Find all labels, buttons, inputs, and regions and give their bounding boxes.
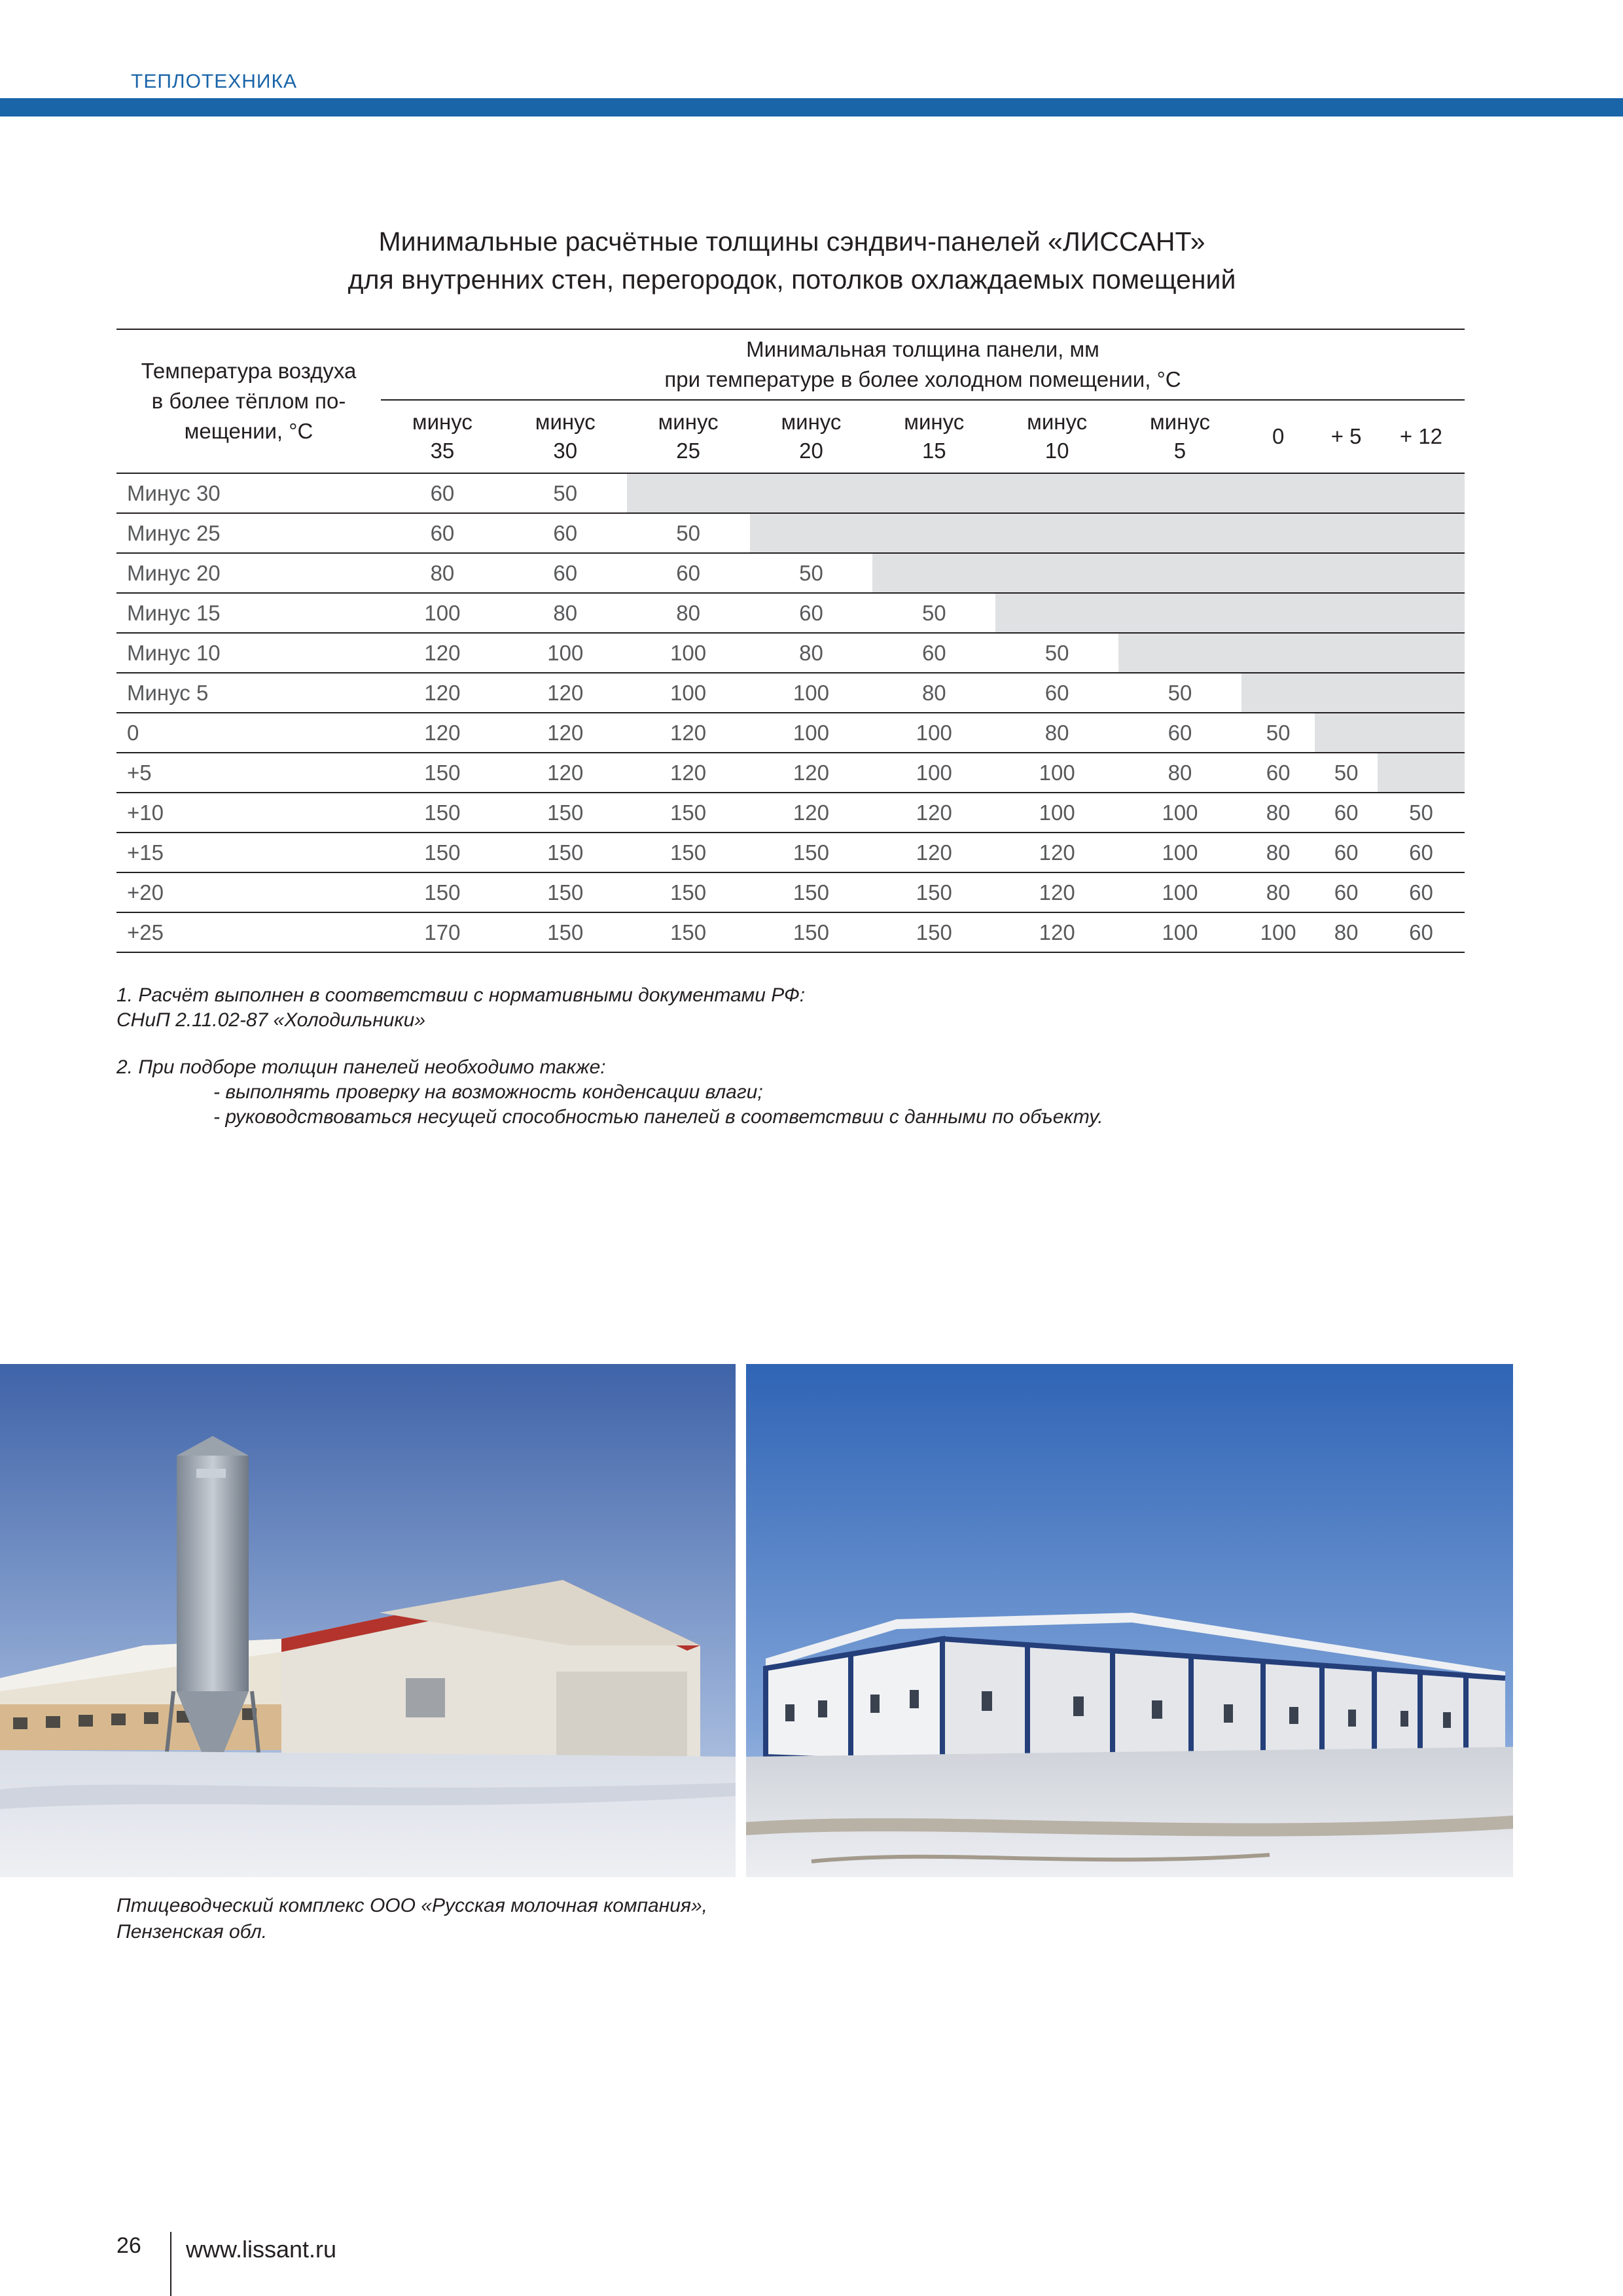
table-cell: 120: [627, 753, 750, 793]
table-cell: 120: [627, 713, 750, 753]
column-header-text: минус: [412, 410, 473, 434]
table-cell: 60: [504, 553, 627, 593]
table-row: [116, 833, 1465, 872]
row-label: +5: [116, 753, 381, 793]
table-cell: 80: [995, 713, 1118, 753]
table-cell: 60: [1315, 833, 1378, 872]
table-cell-empty: [627, 473, 750, 513]
row-header-line: в более тёплом по-: [151, 389, 346, 413]
table-cell: 100: [1241, 912, 1315, 952]
table-cell: 60: [381, 473, 504, 513]
table-cell: 80: [1315, 912, 1378, 952]
table-row: [116, 513, 1465, 553]
column-header-text: 15: [921, 439, 946, 463]
footer-url-link[interactable]: www.lissant.ru: [186, 2236, 337, 2263]
table-cell: 150: [750, 833, 873, 872]
table-cell: 50: [504, 473, 627, 513]
table-cell-empty: [995, 553, 1118, 593]
table-cell: 50: [750, 553, 873, 593]
table-cell: 150: [627, 912, 750, 952]
column-header: [1378, 400, 1465, 473]
table-cell-empty: [1315, 633, 1378, 673]
table-cell: 120: [381, 633, 504, 673]
table-cell: 120: [504, 753, 627, 793]
table-cell: 80: [750, 633, 873, 673]
row-label: +20: [116, 872, 381, 912]
table-cell: 150: [627, 833, 750, 872]
column-header: [1315, 400, 1378, 473]
column-header-text: 25: [676, 439, 700, 463]
table-cell: 150: [381, 833, 504, 872]
table-cell: 80: [872, 673, 995, 713]
table-cell: 150: [872, 872, 995, 912]
table-cell-empty: [750, 513, 873, 553]
table-cell: 150: [381, 793, 504, 833]
table-row: [116, 633, 1465, 673]
column-header-text: 10: [1044, 439, 1069, 463]
table-cell: 120: [995, 833, 1118, 872]
table-row: [116, 713, 1465, 753]
column-header-text: 5: [1173, 439, 1186, 463]
row-label: +15: [116, 833, 381, 872]
row-label: Минус 20: [116, 553, 381, 593]
footer-divider: [170, 2232, 171, 2296]
row-label: Минус 10: [116, 633, 381, 673]
row-header: [116, 329, 381, 473]
table-cell: 60: [381, 513, 504, 553]
column-header-text: 35: [430, 439, 455, 463]
column-header-text: + 5: [1330, 424, 1362, 448]
caption-line-2: Пензенская обл.: [116, 1921, 268, 1943]
table-cell: 60: [504, 513, 627, 553]
table-row: [116, 673, 1465, 713]
table-cell-empty: [995, 593, 1118, 633]
row-header-line: Температура воздуха: [141, 359, 357, 383]
table-cell: 60: [1315, 872, 1378, 912]
table-cell: 150: [627, 793, 750, 833]
table-cell: 120: [381, 673, 504, 713]
table-cell-empty: [872, 553, 995, 593]
table-cell: 150: [504, 912, 627, 952]
table-cell-empty: [1315, 593, 1378, 633]
table-row: [116, 553, 1465, 593]
table-row: [116, 753, 1465, 793]
table-cell-empty: [1241, 473, 1315, 513]
table-cell-empty: [1315, 473, 1378, 513]
table-cell: 100: [627, 633, 750, 673]
table-row: [116, 593, 1465, 633]
column-header-text: 20: [799, 439, 823, 463]
table-cell: 120: [504, 713, 627, 753]
table-cell: 80: [1118, 753, 1241, 793]
column-header-text: 0: [1272, 424, 1285, 448]
table-cell: 150: [750, 872, 873, 912]
table-cell: 120: [995, 872, 1118, 912]
column-header-text: минус: [781, 410, 842, 434]
table-cell-empty: [1378, 473, 1465, 513]
column-header-text: 30: [553, 439, 578, 463]
table-cell-empty: [1378, 673, 1465, 713]
table-cell: 100: [750, 673, 873, 713]
table-cell-empty: [1241, 553, 1315, 593]
note-2-line-1: 2. При подборе толщин панелей необходимо также:: [116, 1056, 606, 1078]
table-cell: 60: [1378, 912, 1465, 952]
photo-caption: [116, 1893, 707, 1945]
note-2-item-1: - выполнять проверку на возможность конденсации влаги;: [213, 1081, 763, 1103]
row-header-line: мещении, °С: [184, 419, 313, 443]
table-cell: 100: [504, 633, 627, 673]
note-1-line-2: СНиП 2.11.02-87 «Холодильники»: [116, 1009, 426, 1031]
table-cell-empty: [1118, 593, 1241, 633]
table-cell: 50: [627, 513, 750, 553]
table-cell-empty: [1315, 713, 1378, 753]
table-cell: 150: [627, 872, 750, 912]
table-cell: 120: [504, 673, 627, 713]
table-cell-empty: [995, 473, 1118, 513]
thickness-table: [116, 329, 1465, 953]
table-cell: 50: [1118, 673, 1241, 713]
column-header-text: минус: [535, 410, 596, 434]
table-cell: 80: [1241, 833, 1315, 872]
table-cell-empty: [1118, 553, 1241, 593]
table-cell: 120: [381, 713, 504, 753]
table-row: [116, 473, 1465, 513]
table-cell: 50: [872, 593, 995, 633]
table-cell: 60: [872, 633, 995, 673]
title-line-2: для внутренних стен, перегородок, потолков охлаждаемых помещений: [348, 264, 1236, 295]
table-cell: 150: [872, 912, 995, 952]
table-cell: 60: [1378, 833, 1465, 872]
table-cell: 100: [1118, 912, 1241, 952]
table-cell: 150: [504, 833, 627, 872]
column-header-text: минус: [658, 410, 719, 434]
section-label: ТЕПЛОТЕХНИКА: [131, 71, 297, 92]
table-cell: 100: [872, 713, 995, 753]
row-label: Минус 5: [116, 673, 381, 713]
table-cell: 100: [872, 753, 995, 793]
table-cell: 50: [1378, 793, 1465, 833]
table-cell-empty: [1118, 513, 1241, 553]
table-cell: 80: [381, 553, 504, 593]
table-cell: 150: [504, 872, 627, 912]
row-label: Минус 30: [116, 473, 381, 513]
column-header-text: + 12: [1399, 424, 1443, 448]
title-line-1: Минимальные расчётные толщины сэндвич-панелей «ЛИССАНТ»: [378, 226, 1205, 257]
table-cell-empty: [872, 513, 995, 553]
table-cell: 150: [504, 793, 627, 833]
table-cell: 50: [1241, 713, 1315, 753]
table-cell-empty: [1241, 593, 1315, 633]
row-label: +10: [116, 793, 381, 833]
group-header-line: Минимальная толщина панели, мм: [746, 337, 1099, 361]
note-1-line-1: 1. Расчёт выполнен в соответствии с нормативными документами РФ:: [116, 984, 806, 1006]
table-cell-empty: [1118, 633, 1241, 673]
table-cell: 50: [995, 633, 1118, 673]
table-row: [116, 912, 1465, 952]
table-title: [0, 223, 1584, 298]
header-bar: [0, 98, 1623, 117]
table-cell: 150: [381, 753, 504, 793]
row-label: Минус 25: [116, 513, 381, 553]
column-header: [995, 400, 1118, 473]
caption-line-1: Птицеводческий комплекс ООО «Русская молочная компания»,: [116, 1895, 707, 1916]
table-cell-empty: [1378, 553, 1465, 593]
table-cell-empty: [1118, 473, 1241, 513]
table-cell-empty: [1241, 673, 1315, 713]
photo-modular-building: [746, 1364, 1513, 1877]
page-number: 26: [116, 2233, 141, 2258]
note-2-item-2: - руководствоваться несущей способностью панелей в соответствии с данными по объекту.: [213, 1106, 1103, 1128]
table-cell: 120: [750, 793, 873, 833]
table-cell: 60: [995, 673, 1118, 713]
column-header-text: минус: [1149, 410, 1210, 434]
column-header: [872, 400, 995, 473]
group-header: [381, 329, 1465, 400]
table-row: [116, 872, 1465, 912]
table-cell-empty: [1315, 673, 1378, 713]
table-cell: 80: [1241, 793, 1315, 833]
table-cell-empty: [995, 513, 1118, 553]
table-cell-empty: [1378, 593, 1465, 633]
column-header: [1118, 400, 1241, 473]
column-header: [1241, 400, 1315, 473]
table-cell: 100: [627, 673, 750, 713]
table-cell-empty: [1315, 553, 1378, 593]
notes: [116, 983, 1103, 1130]
column-header: [627, 400, 750, 473]
table-cell: 100: [1118, 872, 1241, 912]
table-cell: 100: [750, 713, 873, 753]
table-cell: 100: [381, 593, 504, 633]
table-cell-empty: [1378, 633, 1465, 673]
table-cell: 100: [995, 753, 1118, 793]
table-cell-empty: [1315, 513, 1378, 553]
table-cell: 60: [1378, 872, 1465, 912]
column-header-text: минус: [1027, 410, 1088, 434]
photo-poultry-complex: [0, 1364, 736, 1877]
table-cell: 170: [381, 912, 504, 952]
table-cell: 80: [627, 593, 750, 633]
table-cell: 80: [1241, 872, 1315, 912]
table-cell: 60: [1241, 753, 1315, 793]
table-cell: 120: [750, 753, 873, 793]
table-cell-empty: [1378, 513, 1465, 553]
table-row: [116, 793, 1465, 833]
table-cell: 80: [504, 593, 627, 633]
table-cell-empty: [1378, 753, 1465, 793]
table-cell: 60: [1118, 713, 1241, 753]
table-cell: 60: [750, 593, 873, 633]
table-cell: 100: [1118, 793, 1241, 833]
row-label: +25: [116, 912, 381, 952]
column-header: [381, 400, 504, 473]
row-label: 0: [116, 713, 381, 753]
column-header: [504, 400, 627, 473]
table-cell: 100: [1118, 833, 1241, 872]
table-cell-empty: [872, 473, 995, 513]
table-cell: 150: [381, 872, 504, 912]
column-header: [750, 400, 873, 473]
table-cell: 100: [995, 793, 1118, 833]
row-label: Минус 15: [116, 593, 381, 633]
table-cell: 60: [1315, 793, 1378, 833]
table-cell: 120: [995, 912, 1118, 952]
group-header-line: при температуре в более холодном помещении, °С: [664, 367, 1181, 391]
column-header-text: минус: [904, 410, 965, 434]
table-cell: 120: [872, 793, 995, 833]
table-cell-empty: [1378, 713, 1465, 753]
table-cell: 120: [872, 833, 995, 872]
table-cell: 150: [750, 912, 873, 952]
table-cell: 50: [1315, 753, 1378, 793]
table-cell-empty: [1241, 513, 1315, 553]
table-cell-empty: [1241, 633, 1315, 673]
table-cell: 60: [627, 553, 750, 593]
table-cell-empty: [750, 473, 873, 513]
